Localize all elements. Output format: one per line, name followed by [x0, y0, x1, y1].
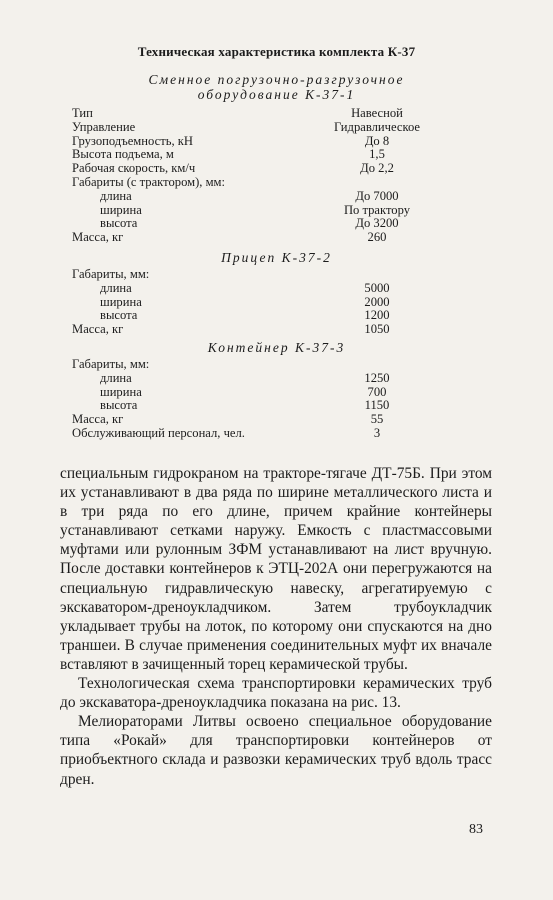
spec-row [72, 176, 432, 190]
spec-value: По трактору [343, 202, 411, 217]
spec-value: 3 [373, 425, 381, 440]
spec-value: 1150 [364, 398, 390, 413]
spec-row [72, 268, 432, 282]
section-heading-line: Прицеп К-37-2 [221, 250, 332, 265]
spec-label: Габариты, мм: [72, 267, 150, 281]
spec-row [72, 162, 432, 176]
spec-label: Масса, кг [72, 322, 124, 337]
paragraph: Технологическая схема транспортировки керамических труб до экскаватора-дреноукладчика показана на рис. 13. [60, 675, 492, 712]
spec-row [72, 427, 432, 441]
spec-value: Гидравлическое [334, 119, 420, 134]
spec-table-k37-3 [72, 358, 432, 441]
spec-label: Рабочая скорость, км/ч [72, 161, 196, 176]
spec-table-k37-1 [72, 107, 432, 245]
section-heading-line: Сменное погрузочно-разгрузочное [148, 72, 405, 87]
spec-value: 700 [367, 384, 387, 399]
spec-label: Тип [72, 106, 93, 120]
section-heading-k37-1 [0, 72, 553, 102]
section-heading-line: оборудование К-37-1 [197, 87, 356, 102]
spec-row [72, 231, 432, 245]
spec-value: 1,5 [369, 147, 385, 162]
spec-row [72, 204, 432, 218]
spec-value: 55 [370, 412, 384, 427]
body-text [60, 464, 492, 789]
paragraph: специальным гидрокраном на тракторе-тягаче ДТ-75Б. При этом их устанавливают в два ряда по ширине металлического листа и в три ряда по его длине, причем крайние контейнеры устанавливают сетками наружу. Емкость с пластмассовыми муфтами или рулонным ЗФМ устанавливают на лист вручную. После доставки контейнеров к ЭТЦ-202А они перегружаются на специальную гидравлическую навеску, агрегатируемую с экскаватором-дреноукладчиком. Затем трубоукладчик укладывает трубы на лоток, по которому они спускаются на дно траншеи. В случае применения соединительных муфт их вначале вставляют в зачищенный торец керамической трубы. [60, 465, 492, 673]
spec-table-k37-2 [72, 268, 432, 337]
spec-label: Грузоподъемность, кН [72, 133, 193, 148]
spec-row [72, 372, 432, 386]
spec-label: длина [100, 188, 132, 203]
spec-value: 1050 [364, 322, 390, 337]
spec-label: высота [100, 216, 138, 231]
spec-label: высота [100, 398, 138, 413]
spec-label: ширина [100, 384, 142, 399]
spec-row [72, 296, 432, 310]
spec-label: Высота подъема, м [72, 147, 174, 162]
spec-label: Габариты, мм: [72, 357, 150, 371]
spec-row [72, 399, 432, 413]
spec-row [72, 413, 432, 427]
section-heading-k37-3 [0, 340, 553, 355]
spec-row [72, 190, 432, 204]
spec-value: До 8 [364, 133, 390, 148]
spec-row [72, 323, 432, 337]
section-heading-line: Контейнер К-37-3 [207, 340, 346, 355]
spec-label: Обслуживающий персонал, чел. [72, 425, 245, 440]
spec-value: 260 [367, 230, 387, 245]
page-number: 83 [469, 822, 483, 837]
spec-row [72, 309, 432, 323]
spec-label: Габариты (с трактором), мм: [72, 174, 226, 189]
spec-label: Масса, кг [72, 230, 124, 245]
spec-label: длина [100, 370, 132, 385]
spec-value: До 7000 [355, 188, 399, 203]
spec-row [72, 217, 432, 231]
spec-row [72, 121, 432, 135]
spec-row [72, 282, 432, 296]
spec-row [72, 135, 432, 149]
section-heading-k37-2 [0, 250, 553, 265]
spec-label: высота [100, 308, 138, 323]
spec-label: Масса, кг [72, 412, 124, 427]
spec-value: 2000 [364, 294, 390, 309]
paragraph: Мелиораторами Литвы освоено специальное оборудование типа «Рокай» для транспортировки контейнеров от приобъектного склада и развозки керамических труб вдоль трасс дрен. [60, 713, 492, 788]
page-title: Техническая характеристика комплекта К-37 [137, 44, 416, 59]
spec-label: ширина [100, 202, 142, 217]
spec-row [72, 358, 432, 372]
spec-value: 5000 [364, 280, 390, 295]
spec-row [72, 148, 432, 162]
spec-label: ширина [100, 294, 142, 309]
spec-value: 1200 [364, 308, 390, 323]
spec-value: До 2,2 [360, 161, 394, 176]
spec-label: Управление [72, 119, 136, 134]
spec-row [72, 386, 432, 400]
spec-label: длина [100, 280, 132, 295]
spec-value: 1250 [364, 370, 390, 385]
spec-value: До 3200 [355, 216, 399, 231]
spec-value: Навесной [351, 106, 403, 120]
spec-row [72, 107, 432, 121]
